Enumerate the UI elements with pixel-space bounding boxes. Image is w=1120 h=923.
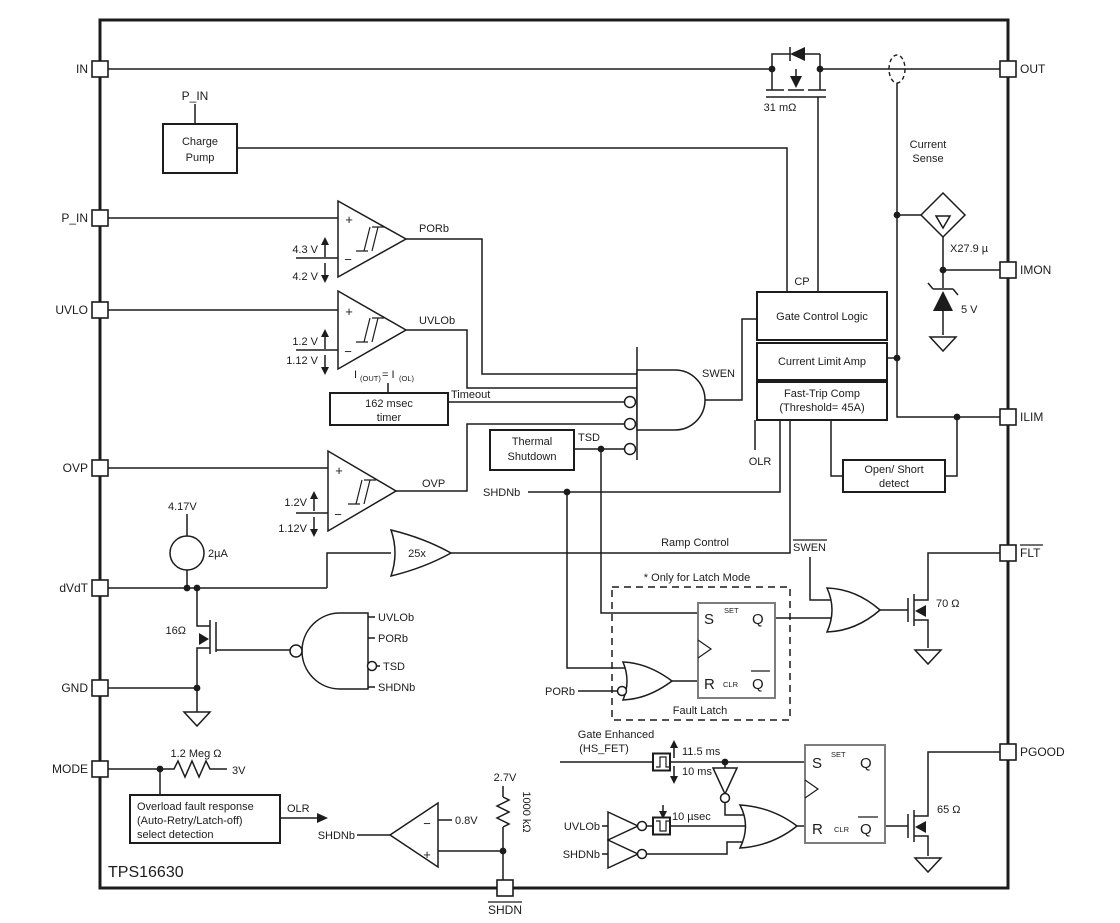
ground-icon (915, 650, 941, 664)
latch-qbar-label: Q (752, 676, 764, 693)
uvlo-fall-label: 1.12 V (286, 355, 318, 367)
dvdt-nand-gate (302, 613, 368, 689)
flt-res-label: 70 Ω (936, 598, 960, 610)
dvdt-voltage-label: 4.17V (168, 501, 197, 513)
latch-set-label: SET (831, 750, 846, 759)
timer-condition-3: = I (382, 369, 395, 381)
dvdt-current-label: 2µA (208, 548, 228, 560)
rds-on-label: 31 mΩ (763, 102, 797, 114)
charge-pump-label-1: Charge (181, 136, 219, 148)
net-label-olr: OLR (287, 803, 310, 815)
uvlob-inverter (608, 812, 638, 840)
pin-label-in: IN (76, 62, 88, 76)
comparators (328, 201, 451, 867)
overload-label-1: Overload fault response (137, 801, 254, 813)
mode-voltage-label: 3V (232, 765, 246, 777)
pin-label-dvdt: dVdT (59, 581, 88, 595)
pin-label-gnd: GND (61, 681, 88, 695)
zener-diode-icon (933, 291, 953, 311)
pin-dvdt (92, 580, 108, 596)
pgood-fall-label: 10 ms (682, 766, 712, 778)
pin-gnd (92, 680, 108, 696)
pin-label-out: OUT (1020, 62, 1046, 76)
timer-condition-1: I (354, 369, 358, 381)
ground-icon (184, 712, 210, 726)
dvdt-current-source-icon (170, 536, 204, 570)
sense-ratio-label: X27.9 µ (950, 243, 989, 255)
fast-trip-label-2: (Threshold= 45A) (779, 402, 865, 414)
net-label-olr: OLR (748, 456, 772, 468)
net-label-shdnb: SHDNb (562, 849, 600, 861)
latch-qbar-label: Q (860, 821, 872, 838)
latch-q-label: Q (752, 611, 764, 628)
pin-label-shdn: SHDN (487, 903, 523, 917)
invert-bubble-icon (638, 822, 647, 831)
pulse-stretcher-icon (653, 754, 670, 771)
net-label-cp: CP (794, 276, 810, 288)
timer-label-2: timer (376, 412, 402, 424)
fault-latch-label: Fault Latch (672, 705, 728, 717)
net-label-ovp: OVP (422, 478, 446, 490)
charge-pump-label-2: Pump (185, 152, 215, 164)
minus-sign: − (344, 252, 352, 267)
net-label-uvlob: UVLOb (378, 612, 415, 624)
pgood-or-gate (740, 805, 797, 848)
shdn-res-label: 1000 kΩ (520, 791, 532, 833)
plus-sign: + (423, 847, 431, 862)
invert-bubble-icon (721, 794, 730, 803)
invert-bubble-icon (368, 662, 377, 671)
net-label-shdnb: SHDNb (378, 682, 416, 694)
pin-pgood (1000, 744, 1016, 760)
invert-bubble-icon (625, 419, 636, 430)
pin-uvlo (92, 302, 108, 318)
overload-label-3: select detection (137, 829, 214, 841)
pin-label-p-in: P_IN (61, 211, 88, 225)
fast-trip-label-1: Fast-Trip Comp (784, 388, 860, 400)
pin-imon (1000, 262, 1016, 278)
net-label-shdnb: SHDNb (483, 487, 521, 499)
latch-set-label: SET (724, 606, 739, 615)
pin-mode (92, 761, 108, 777)
pgood-fet-arrow-icon (915, 821, 926, 833)
fet-bulk-arrow-icon (790, 76, 802, 88)
gate-control-logic-label: Gate Control Logic (776, 311, 868, 323)
latches (698, 603, 885, 843)
device-title: TPS16630 (108, 864, 184, 881)
invert-bubble-icon (638, 850, 647, 859)
pin-label-pgood: PGOOD (1020, 745, 1065, 759)
invert-bubble-icon (625, 444, 636, 455)
shdn-ref-label: 0.8V (455, 815, 478, 827)
shdn-comparator (390, 803, 438, 867)
net-label-tsd: TSD (578, 432, 600, 444)
pin-out (1000, 61, 1016, 77)
net-label-p-in: P_IN (181, 89, 209, 103)
dvdt-fet-arrow-icon (199, 633, 209, 645)
net-label-uvlob: UVLOb (563, 821, 600, 833)
latch-s-label: S (704, 611, 715, 628)
pgood-rise-label: 11.5 ms (682, 746, 721, 758)
zener-voltage-label: 5 V (961, 304, 978, 316)
net-label-timeout: Timeout (451, 389, 491, 401)
active-low-overlines (488, 540, 1043, 902)
charge-pump-block (163, 124, 237, 173)
10ms-inverter (713, 768, 737, 794)
dvdt-res-label: 16Ω (165, 625, 186, 637)
ground-icon (930, 337, 956, 351)
swen-and-gate (637, 370, 705, 430)
latch-s-label: S (812, 755, 823, 772)
dependent-current-source-icon (921, 193, 965, 237)
flt-or-gate (827, 588, 880, 632)
uvlo-rise-label: 1.2 V (292, 336, 318, 348)
pin-p-in (92, 210, 108, 226)
minus-sign: − (334, 507, 342, 522)
mode-res-label: 1.2 Meg Ω (170, 748, 222, 760)
thermal-label-1: Thermal (511, 436, 553, 448)
pin-label-ilim: ILIM (1020, 410, 1044, 424)
net-label-porb: PORb (419, 223, 449, 235)
plus-sign: + (345, 304, 353, 319)
net-label-porb: PORb (545, 686, 575, 698)
pgood-deglitch-label: 10 µsec (672, 811, 711, 823)
plus-sign: + (345, 212, 353, 227)
current-sense-label-1: Current (909, 139, 947, 151)
net-label-porb: PORb (378, 633, 408, 645)
net-label-swen: SWEN (702, 368, 735, 380)
minus-sign: − (344, 344, 352, 359)
deglitch-icon (653, 818, 670, 835)
open-short-label-2: detect (879, 478, 909, 490)
pin-label-mode: MODE (52, 762, 88, 776)
flt-fet-arrow-icon (915, 605, 926, 617)
overload-label-2: (Auto-Retry/Latch-off) (137, 815, 243, 827)
plus-sign: + (335, 463, 343, 478)
net-label-shdnb: SHDNb (317, 830, 355, 842)
latch-q-label: Q (860, 755, 872, 772)
latch-mode-note: * Only for Latch Mode (643, 572, 751, 584)
minus-sign: − (423, 816, 431, 831)
pin-label-uvlo: UVLO (55, 303, 88, 317)
pin-label-ovp: OVP (62, 461, 88, 475)
ramp-control-label: Ramp Control (661, 537, 729, 549)
por-rise-label: 4.3 V (292, 244, 318, 256)
latch-clr-label: CLR (723, 680, 739, 689)
gate-enhanced-label-1: Gate Enhanced (577, 729, 655, 741)
invert-bubble-icon (618, 687, 627, 696)
timer-condition-4: (OL) (399, 374, 414, 383)
pin-shdn (497, 880, 513, 896)
dvdt-gain-label: 25x (408, 548, 426, 560)
pin-in (92, 61, 108, 77)
thermal-label-2: Shutdown (507, 451, 557, 463)
invert-bubble-icon (625, 397, 636, 408)
net-label-tsd: TSD (383, 661, 405, 673)
latch-r-label: R (812, 821, 823, 838)
gate-enhanced-label-2: (HS_FET) (579, 743, 629, 755)
fault-latch-or-gate (623, 662, 672, 700)
net-label-uvlob: UVLOb (419, 315, 456, 327)
pin-ilim (1000, 409, 1016, 425)
ovp-rise-label: 1.2V (284, 497, 307, 509)
ovp-fall-label: 1.12V (278, 523, 307, 535)
invert-bubble-icon (290, 645, 302, 657)
pin-label-flt: FLT (1020, 546, 1041, 560)
current-sense-label-2: Sense (912, 153, 944, 165)
shdnb-inverter (608, 840, 638, 868)
latch-clr-label: CLR (834, 825, 850, 834)
pin-ovp (92, 460, 108, 476)
pin-label-imon: IMON (1020, 263, 1052, 277)
open-short-label-1: Open/ Short (864, 464, 924, 476)
ground-icon (915, 858, 941, 872)
olr-arrowhead-icon (317, 813, 328, 823)
latch-r-label: R (704, 676, 715, 693)
current-limit-amp-label: Current Limit Amp (777, 356, 867, 368)
timer-condition-2: (OUT) (360, 374, 381, 383)
timer-label-1: 162 msec (365, 398, 413, 410)
pgood-res-label: 65 Ω (937, 804, 961, 816)
pin-flt (1000, 545, 1016, 561)
net-label-swen-bar: SWEN (793, 542, 826, 554)
por-fall-label: 4.2 V (292, 271, 318, 283)
shdn-voltage-label: 2.7V (493, 772, 517, 784)
